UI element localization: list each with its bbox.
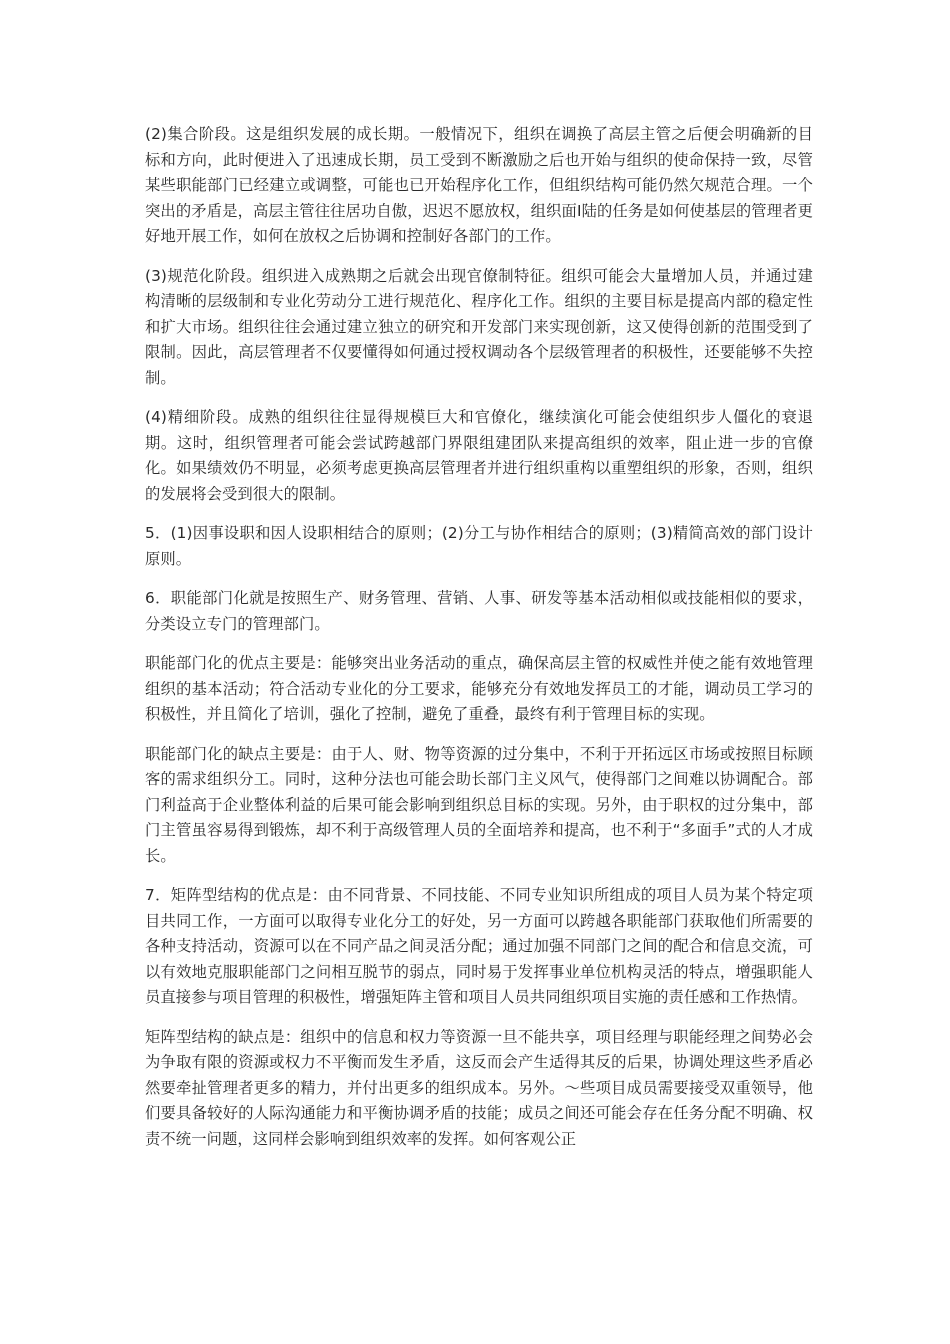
paragraph-matrix-disadvantages: 矩阵型结构的缺点是：组织中的信息和权力等资源一旦不能共享，项目经理与职能经理之间势必会为争取有限的资源或权力不平衡而发生矛盾，这反而会产生适得其反的后果，协调处理这些矛盾必然要牵扯管理者更多的精力，并付出更多的组织成本。另外。～些项目成员需要接受双重领导，他们要具备较好的人际沟通能力和平衡协调矛盾的技能；成员之间还可能会存在任务分配不明确、权责不统一问题，这同样会影响到组织效率的发挥。如何客观公正 bbox=[145, 1027, 813, 1148]
paragraph-answer-5-principles: 5．(1)因事设职和因人设职相结合的原则；(2)分工与协作相结合的原则；(3)精简高效的部门设计原则。 bbox=[145, 524, 813, 568]
paragraph-stage-4-elaboration: (4)精细阶段。成熟的组织往往显得规模巨大和官僚化，继续演化可能会使组织步人僵化的衰退期。这时，组织管理者可能会尝试跨越部门界限组建团队来提高组织的效率，阻止进一步的官僚化。如果绩效仍不明显，必须考虑更换高层管理者并进行组织重构以重塑组织的形象，否则，组织的发展将会受到很大的限制。 bbox=[145, 408, 813, 503]
paragraph-stage-2-collective: (2)集合阶段。这是组织发展的成长期。一般情况下，组织在调换了高层主管之后便会明确新的目标和方向，此时便进入了迅速成长期，员工受到不断激励之后也开始与组织的使命保持一致，尽管某些职能部门已经建立或调整，可能也已开始程序化工作，但组织结构可能仍然欠规范合理。一个突出的矛盾是，高层主管往往居功自傲，迟迟不愿放权，组织面Ⅰ陆的任务是如何使基层的管理者更好地开展工作，如何在放权之后协调和控制好各部门的工作。 bbox=[145, 125, 813, 245]
paragraph-answer-6-functional-departmentalization: 6．职能部门化就是按照生产、财务管理、营销、人事、研发等基本活动相似或技能相似的要求，分类设立专门的管理部门。 bbox=[145, 589, 813, 633]
paragraph-answer-7-matrix-advantages: 7．矩阵型结构的优点是：由不同背景、不同技能、不同专业知识所组成的项目人员为某个特定项目共同工作，一方面可以取得专业化分工的好处，另一方面可以跨越各职能部门获取他们所需要的各种支持活动，资源可以在不同产品之间灵活分配；通过加强不同部门之间的配合和信息交流，可以有效地克服职能部门之问相互脱节的弱点，同时易于发挥事业单位机构灵活的特点，增强职能人员直接参与项目管理的积极性，增强矩阵主管和项目人员共同组织项目实施的责任感和工作热情。 bbox=[145, 886, 813, 1006]
paragraph-functional-advantages: 职能部门化的优点主要是：能够突出业务活动的重点，确保高层主管的权威性并使之能有效地管理组织的基本活动；符合活动专业化的分工要求，能够充分有效地发挥员工的才能，调动员工学习的积极性，并且简化了培训，强化了控制，避免了重叠，最终有利于管理目标的实现。 bbox=[145, 654, 813, 723]
paragraph-functional-disadvantages: 职能部门化的缺点主要是：由于人、财、物等资源的过分集中，不利于开拓远区市场或按照目标顾客的需求组织分工。同时，这种分法也可能会助长部门主义风气，使得部门之间难以协调配合。部门利益高于企业整体利益的后果可能会影响到组织总目标的实现。另外，由于职权的过分集中，部门主管虽容易得到锻炼，却不利于高级管理人员的全面培养和提高，也不利于“多面手”式的人才成长。 bbox=[145, 744, 813, 865]
paragraph-stage-3-formalization: (3)规范化阶段。组织进入成熟期之后就会出现官僚制特征。组织可能会大量增加人员，并通过建构清晰的层级制和专业化劳动分工进行规范化、程序化工作。组织的主要目标是提高内部的稳定性和扩大市场。组织往往会通过建立独立的研究和开发部门来实现创新，这又使得创新的范围受到了限制。因此，高层管理者不仅要懂得如何通过授权调动各个层级管理者的积极性，还要能够不失控制。 bbox=[145, 266, 813, 387]
document-body bbox=[145, 122, 813, 1166]
